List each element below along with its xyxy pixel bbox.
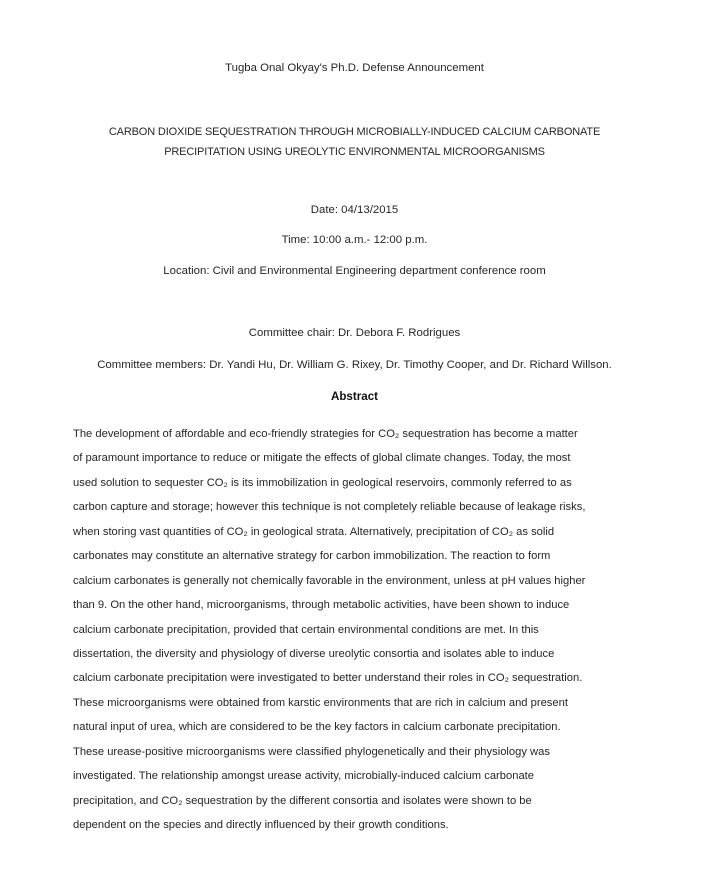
abstract-line: carbonates may constitute an alternative strategy for carbon immobilization. The reaction to form — [73, 550, 551, 563]
abstract-line: used solution to sequester CO₂ is its immobilization in geological reservoirs, commonly referred to as — [73, 476, 572, 489]
defense-location: Location: Civil and Environmental Engineering department conference room — [163, 265, 546, 277]
dissertation-title-line-2: PRECIPITATION USING UREOLYTIC ENVIRONMENTAL MICROORGANISMS — [164, 146, 545, 158]
abstract-line: The development of affordable and eco-friendly strategies for CO₂ sequestration has become a matter — [73, 428, 578, 440]
committee-chair: Committee chair: Dr. Debora F. Rodrigues — [248, 327, 461, 339]
abstract-line: when storing vast quantities of CO₂ in geological strata. Alternatively, precipitation of CO₂ as solid — [73, 525, 555, 538]
abstract-body — [73, 422, 640, 837]
defense-time: Time: 10:00 a.m.- 12:00 p.m. — [281, 234, 428, 246]
dissertation-title — [0, 122, 709, 162]
abstract-line: natural input of urea, which are considered to be the key factors in calcium carbonate precipitation. — [73, 721, 561, 734]
abstract-line: dependent on the species and directly influenced by their growth conditions. — [73, 819, 449, 831]
abstract-line: investigated. The relationship amongst urease activity, microbially-induced calcium carbonate — [73, 770, 534, 783]
abstract-line: calcium carbonate precipitation, provided that certain environmental conditions are met. In this — [73, 623, 539, 636]
committee-members: Committee members: Dr. Yandi Hu, Dr. William G. Rixey, Dr. Timothy Cooper, and Dr. Richard Willson. — [97, 359, 612, 371]
abstract-line: These urease-positive microorganisms were classified phylogenetically and their physiology was — [73, 745, 550, 758]
abstract-line: precipitation, and CO₂ sequestration by the different consortia and isolates were shown to be — [73, 794, 532, 807]
abstract-line: of paramount importance to reduce or mitigate the effects of global climate changes. Today, the most — [73, 452, 571, 465]
dissertation-title-line-1: CARBON DIOXIDE SEQUESTRATION THROUGH MICROBIALLY-INDUCED CALCIUM CARBONATE — [108, 126, 601, 138]
abstract-line: calcium carbonate precipitation were investigated to better understand their roles in CO₂ sequestration. — [73, 672, 583, 685]
announcement-title: Tugba Onal Okyay's Ph.D. Defense Announcement — [225, 62, 484, 74]
abstract-line: dissertation, the diversity and physiology of diverse ureolytic consortia and isolates able to induce — [73, 647, 555, 660]
abstract-line: These microorganisms were obtained from karstic environments that are rich in calcium and present — [73, 696, 568, 709]
abstract-line: than 9. On the other hand, microorganisms, through metabolic activities, have been shown to induce — [73, 599, 570, 612]
abstract-heading: Abstract — [330, 390, 379, 403]
abstract-line: calcium carbonates is generally not chemically favorable in the environment, unless at pH values higher — [73, 574, 586, 587]
abstract-line: carbon capture and storage; however this technique is not completely reliable because of leakage risks, — [73, 501, 586, 514]
defense-date: Date: 04/13/2015 — [310, 204, 399, 216]
